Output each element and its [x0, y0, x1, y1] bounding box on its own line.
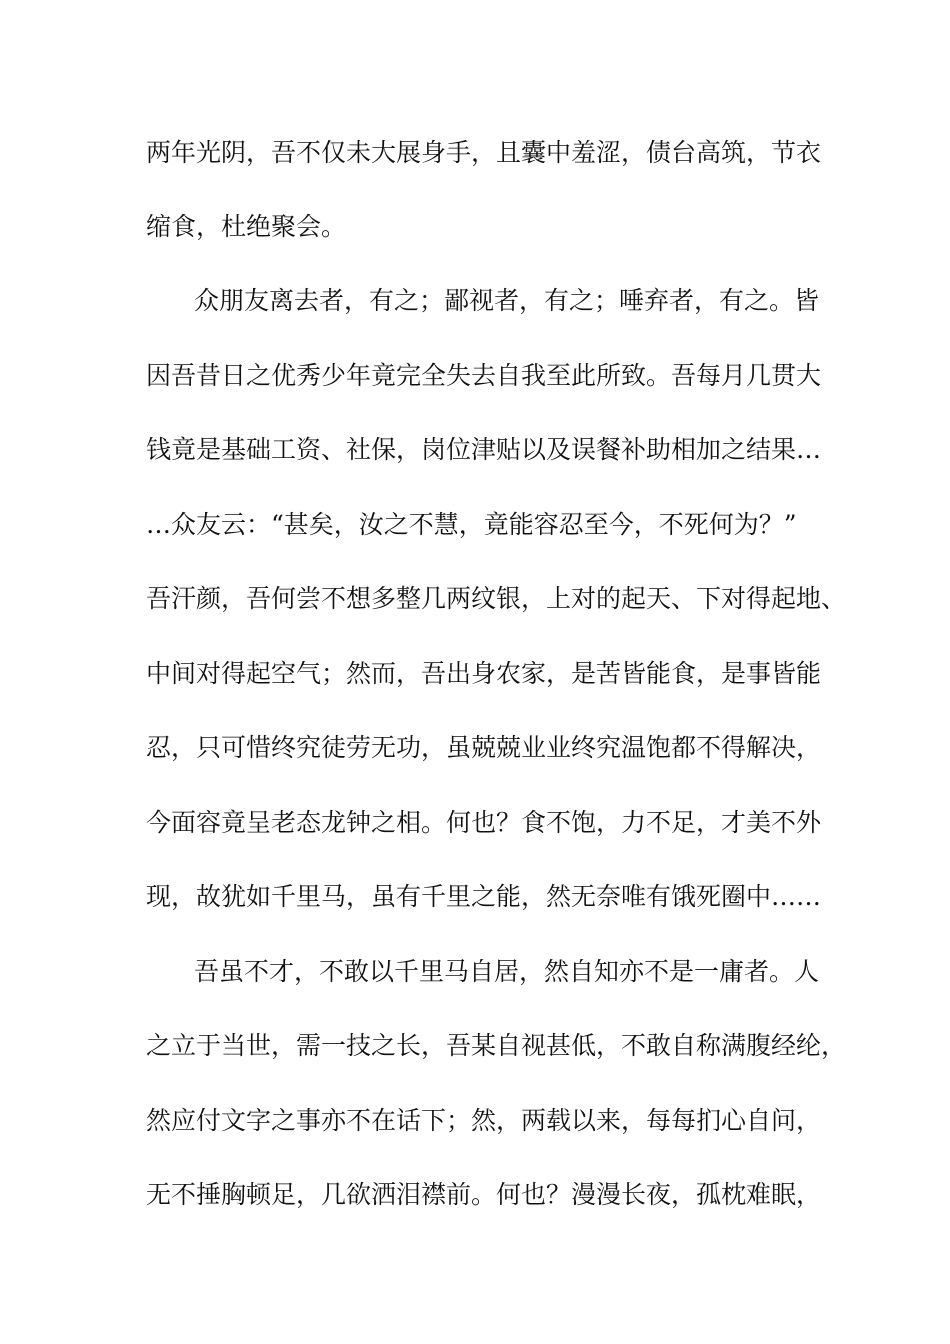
text-line-11: 现，故犹如千里马，虽有千里之能，然无奈唯有饿死圈中…… [146, 882, 822, 911]
text-line-15: 无不捶胸顿足，几欲洒泪襟前。何也？漫漫长夜，孤枕难眠， [146, 1180, 822, 1209]
text-line-12: 吾虽不才，不敢以千里马自居，然自知亦不是一庸者。人 [194, 957, 820, 986]
text-line-1: 两年光阴，吾不仅未大展身手，且囊中羞涩，债台高筑，节衣 [146, 138, 822, 167]
text-line-8: 中间对得起空气；然而，吾出身农家，是苦皆能食，是事皆能 [146, 659, 822, 688]
text-line-3: 众朋友离去者，有之；鄙视者，有之；唾弃者，有之。皆 [194, 286, 820, 315]
text-line-13: 之立于当世，需一技之长，吾某自视甚低，不敢自称满腹经纶， [146, 1031, 847, 1060]
text-line-2: 缩食，杜绝聚会。 [146, 212, 347, 241]
text-line-10: 今面容竟呈老态龙钟之相。何也？食不饱，力不足，才美不外 [146, 808, 822, 837]
text-line-5: 钱竟是基础工资、社保，岗位津贴以及误餐补助相加之结果… [146, 435, 822, 464]
text-line-4: 因吾昔日之优秀少年竟完全失去自我至此所致。吾每月几贯大 [146, 361, 822, 390]
text-line-6: …众友云：“甚矣，汝之不慧，竟能容忍至今，不死何为？” [146, 510, 797, 539]
text-line-9: 忍，只可惜终究徒劳无功，虽兢兢业业终究温饱都不得解决， [146, 733, 822, 762]
text-line-14: 然应付文字之事亦不在话下；然，两载以来，每每扪心自问， [146, 1106, 822, 1135]
text-line-7: 吾汗颜，吾何尝不想多整几两纹银，上对的起天、下对得起地、 [146, 584, 847, 613]
